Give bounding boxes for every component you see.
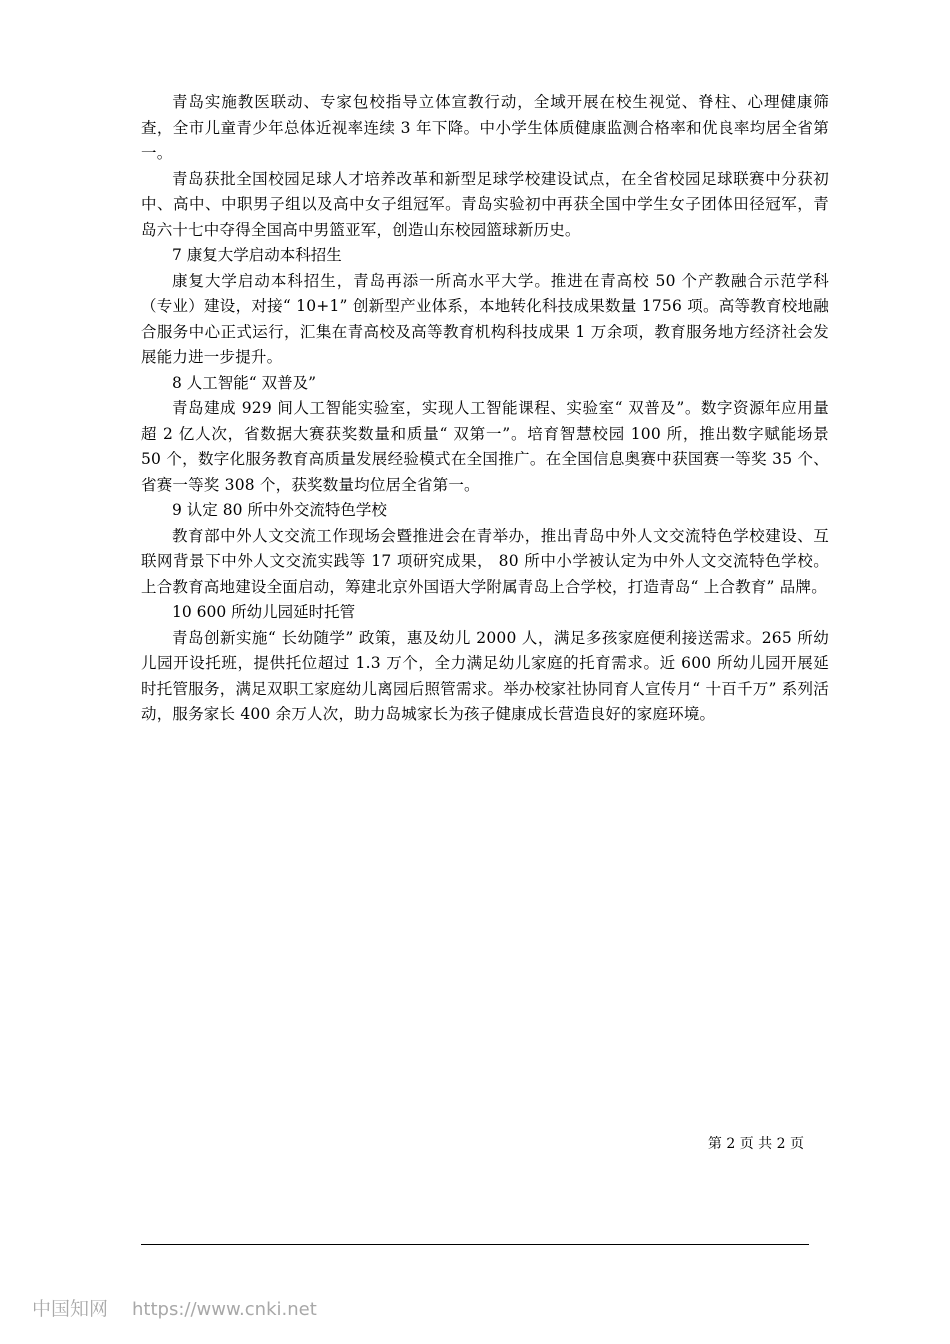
footer-divider: [141, 1244, 809, 1245]
section-heading-10: 10 600 所幼儿园延时托管: [172, 603, 356, 621]
paragraph-cultural-exchange: 教育部中外人文交流工作现场会暨推进会在青举办，推出青岛中外人文交流特色学校建设、互联网背景下中外人文交流实践等 17 项研究成果， 80 所中小学被认定为中外人文交流特色学校。上合教育高地建设全面启动，筹建北京外国语大学附属青岛上合学校，打造青岛“ 上合教育” 品牌。: [141, 526, 829, 596]
section-heading-9: 9 认定 80 所中外交流特色学校: [172, 501, 387, 519]
document-body: [141, 90, 829, 728]
cnki-watermark: [32, 1294, 317, 1321]
watermark-logo: 中国知网: [32, 1298, 109, 1320]
paragraph-health-screening: 青岛实施教医联动、专家包校指导立体宣教行动，全域开展在校生视觉、脊柱、心理健康筛查，全市儿童青少年总体近视率连续 3 年下降。中小学生体质健康监测合格率和优良率均居全省第一。: [141, 93, 829, 162]
page-number: 第 2 页 共 2 页: [707, 1136, 804, 1152]
paragraph-rehab-university: 康复大学启动本科招生，青岛再添一所高水平大学。推进在青高校 50 个产教融合示范学科（专业）建设，对接“ 10+1” 创新型产业体系，本地转化科技成果数量 1756 项。高等教育校地融合服务中心正式运行，汇集在青高校及高等教育机构科技成果 1 万余项，教育服务地方经济社会发展能力进一步提升。: [141, 271, 829, 366]
section-heading-8: 8 人工智能“ 双普及”: [172, 373, 317, 392]
watermark-url: https://www.cnki.net: [132, 1299, 317, 1320]
section-heading-7: 7 康复大学启动本科招生: [172, 246, 342, 264]
paragraph-kindergarten-care: 青岛创新实施“ 长幼随学” 政策，惠及幼儿 2000 人，满足多孩家庭便利接送需求。265 所幼儿园开设托班，提供托位超过 1.3 万个，全力满足幼儿家庭的托育需求。近 600 所幼儿园开展延时托管服务，满足双职工家庭幼儿离园后照管需求。举办校家社协同育人宣传月“ 十百千万” 系列活动，服务家长 400 余万人次，助力岛城家长为孩子健康成长营造良好的家庭环境。: [141, 628, 829, 723]
paragraph-ai-popularization: 青岛建成 929 间人工智能实验室，实现人工智能课程、实验室“ 双普及”。数字资源年应用量超 2 亿人次，省数据大赛获奖数量和质量“ 双第一”。培育智慧校园 100 所，推出数字赋能场景 50 个，数字化服务教育高质量发展经验模式在全国推广。在全国信息奥赛中获国赛一等奖 35 个、省赛一等奖 308 个，获奖数量均位居全省第一。: [141, 399, 829, 494]
paragraph-campus-sports: 青岛获批全国校园足球人才培养改革和新型足球学校建设试点，在全省校园足球联赛中分获初中、高中、中职男子组以及高中女子组冠军。青岛实验初中再获全国中学生女子团体田径冠军，青岛六十七中夺得全国高中男篮亚军，创造山东校园篮球新历史。: [141, 169, 829, 239]
